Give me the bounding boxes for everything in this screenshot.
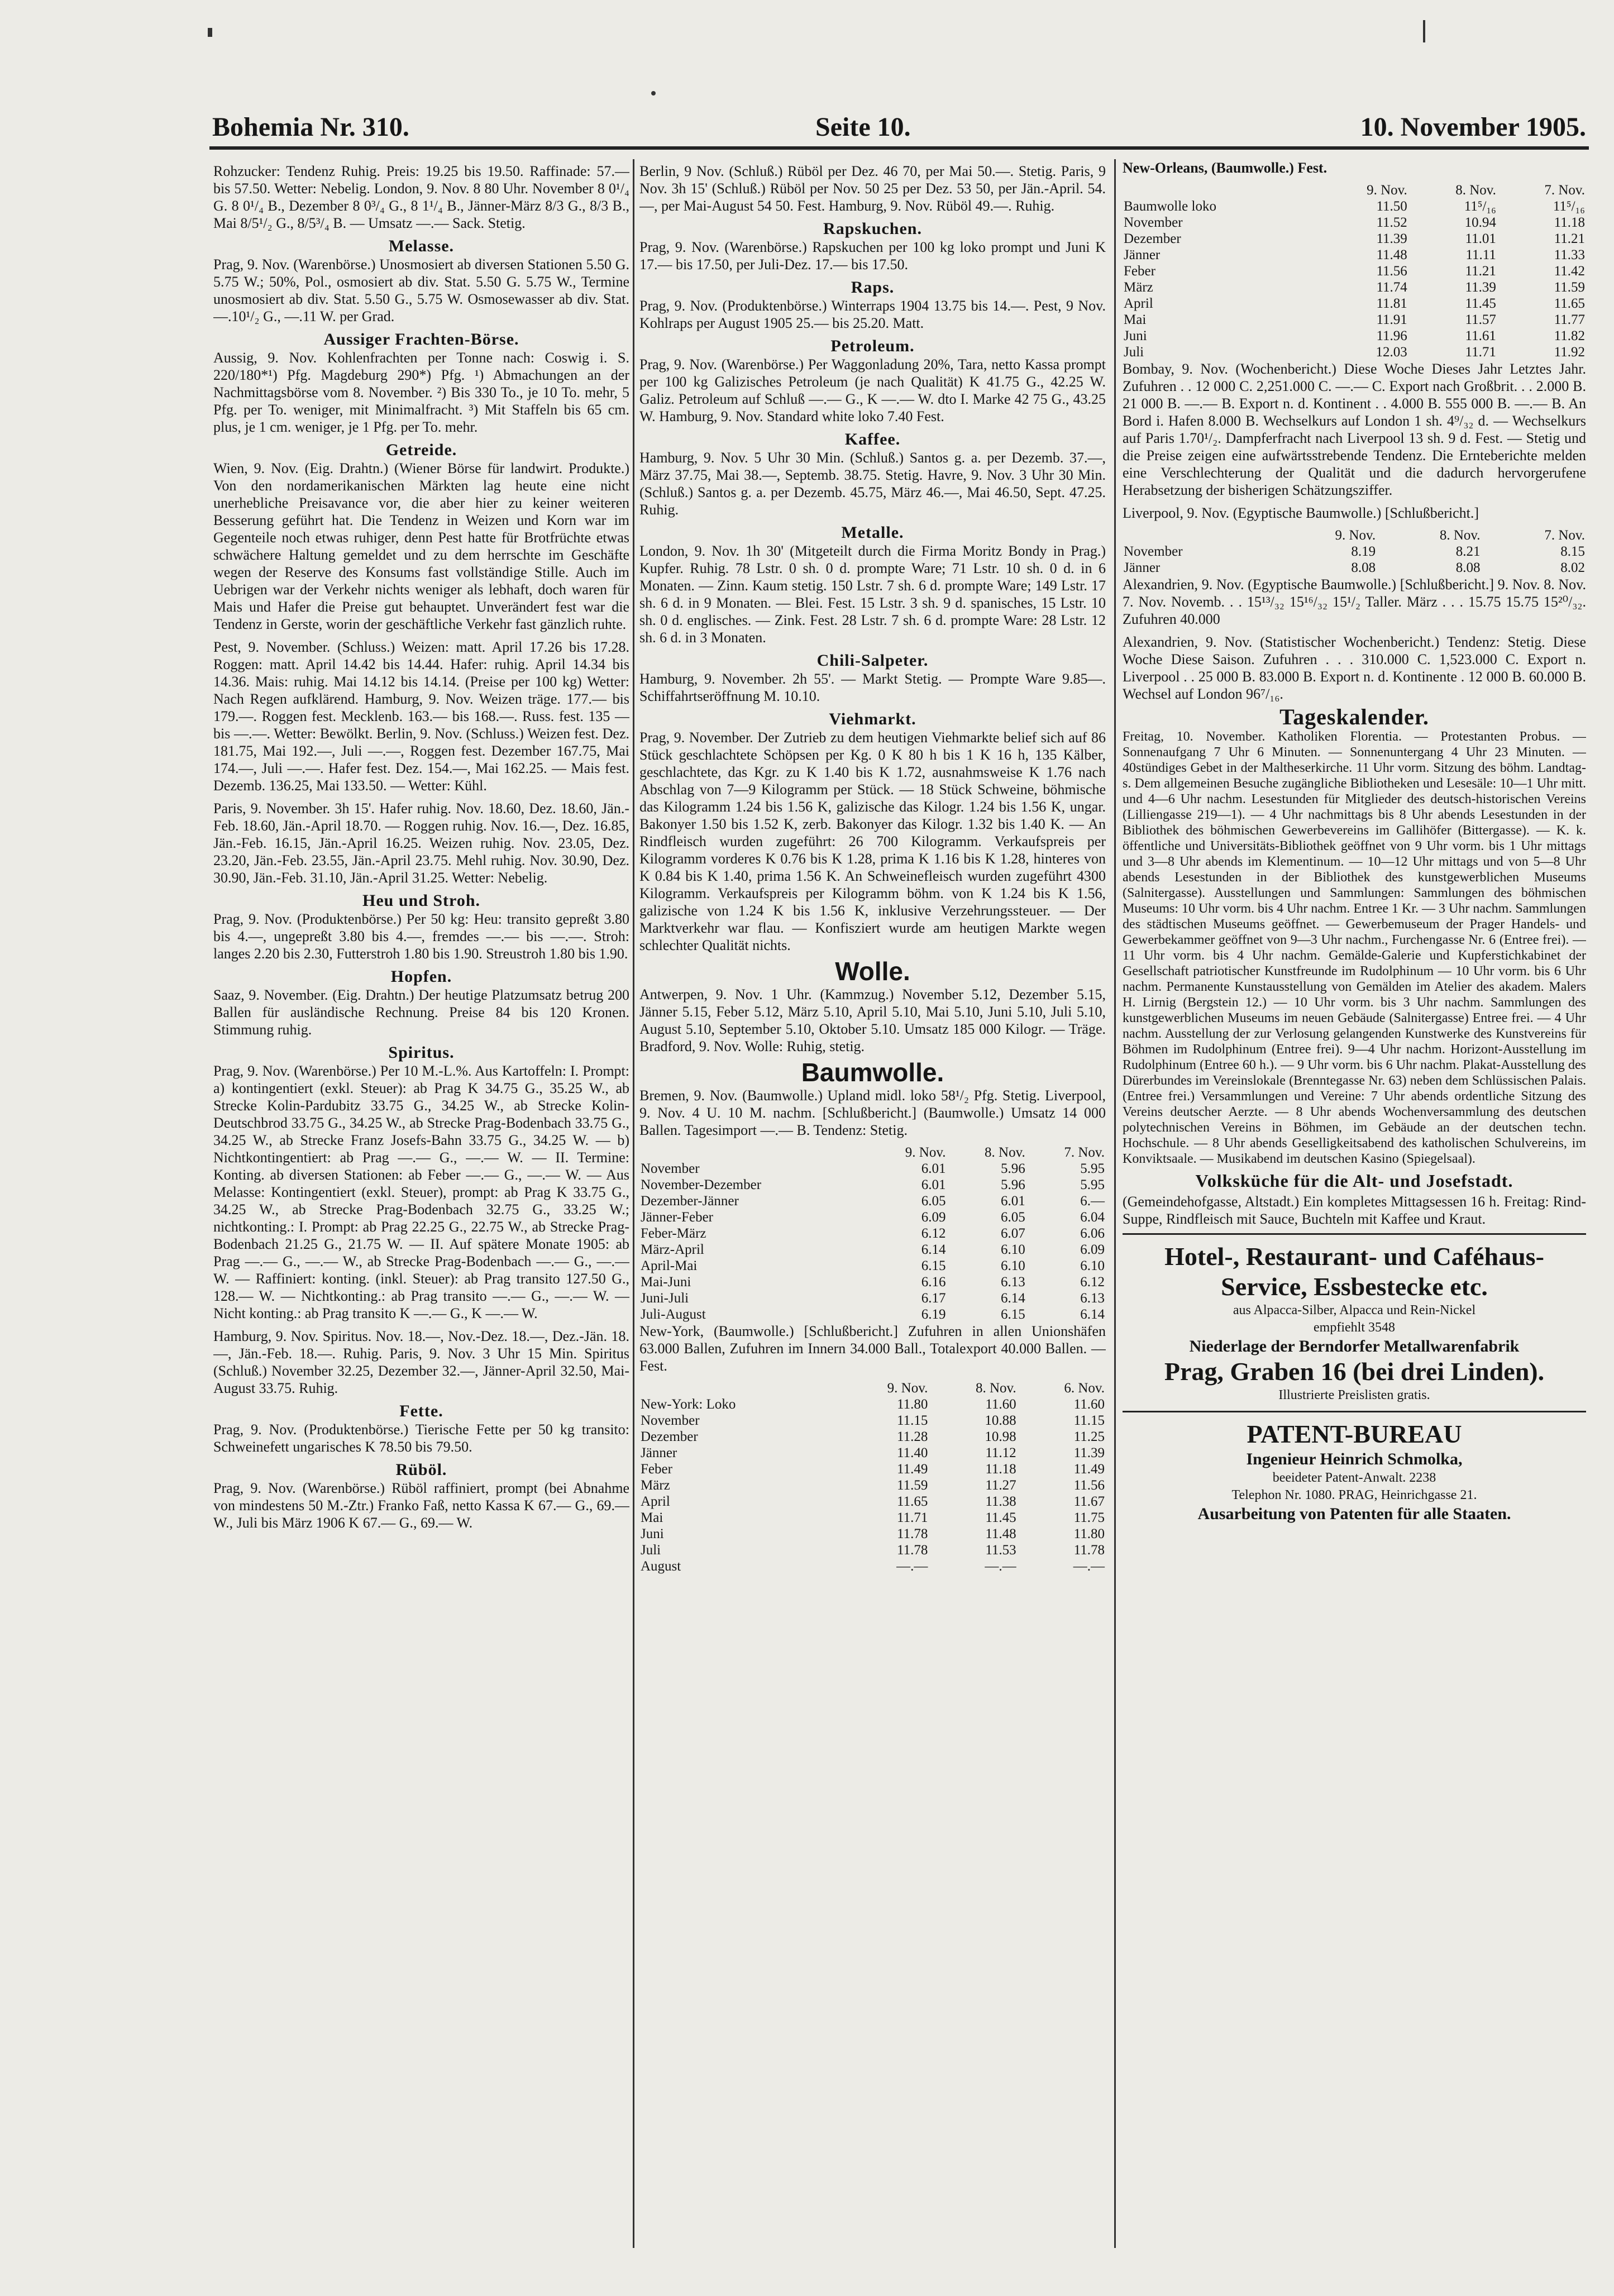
- cell-value: 11.01: [1465, 231, 1496, 246]
- newyork-table: [639, 1380, 1106, 1574]
- row-label: Juli: [1124, 345, 1144, 360]
- row-label: Jänner: [641, 1445, 677, 1460]
- ad-line: Service, Essbestecke etc.: [1221, 1272, 1488, 1301]
- article: [213, 800, 629, 886]
- article-text: New-Orleans, (Baumwolle.) Fest.: [1123, 160, 1328, 176]
- cell-value: 11.75: [1073, 1510, 1105, 1525]
- table-row: [639, 1177, 1106, 1193]
- table-row: [1123, 198, 1586, 214]
- cell-value: 11.27: [985, 1478, 1016, 1493]
- header-right: 10. November 1905.: [1360, 112, 1586, 142]
- table-row: [639, 1429, 1106, 1445]
- cell-value: 12.03: [1376, 345, 1407, 360]
- ad-line: beeideter Patent-Anwalt. 2238: [1272, 1471, 1436, 1485]
- table-row: [639, 1225, 1106, 1242]
- table-header-cell: [639, 1380, 841, 1396]
- cell-value: 6.10: [1000, 1242, 1025, 1257]
- cell-value: 6.07: [1000, 1226, 1025, 1241]
- table-header-row: [639, 1144, 1106, 1161]
- cell-value: 6.06: [1080, 1226, 1105, 1241]
- cell-value: 11.67: [1073, 1494, 1105, 1509]
- table-header-cell: 8. Nov.: [1455, 183, 1496, 198]
- cell-value: 11.80: [1073, 1526, 1105, 1541]
- tageskalender-title: Tageskalender.: [1279, 704, 1429, 729]
- table-row: [1123, 263, 1586, 279]
- tageskalender: [1123, 704, 1586, 1167]
- row-label: Mai: [641, 1510, 663, 1525]
- row-label: November: [641, 1413, 700, 1428]
- article-head: Hopfen.: [390, 967, 452, 986]
- article-text: Prag, 9. Nov. (Produktenbörse.) Winterraps 1904 13.75 bis 14.—. Pest, 9 Nov. Kohlraps per August 1905 25.— bis 25.20. Matt.: [639, 298, 1106, 331]
- table-body: [639, 1161, 1106, 1323]
- cell-value: 6.13: [1000, 1275, 1025, 1290]
- cell-value: 11.28: [897, 1429, 928, 1444]
- table-row: [1123, 328, 1586, 344]
- article-text: Liverpool, 9. Nov. (Egyptische Baumwolle.) [Schlußbericht.]: [1123, 505, 1479, 521]
- article-text: Berlin, 9 Nov. (Schluß.) Rüböl per Dez. 46 70, per Mai 50.—. Stetig. Paris, 9 Nov. 3h 15' (Schluß.) Rüböl per Nov. 50 25 per Dez. 53 50, per Jän.-April. 54.—, per Mai-August 54 50. Fest. Hamburg, 9. Nov. Rüböl 49.—. Ruhig.: [639, 163, 1106, 214]
- ad-line: Telephon Nr. 1080. PRAG, Heinrichgasse 21.: [1231, 1488, 1477, 1502]
- row-label: April-Mai: [641, 1258, 698, 1273]
- article-text: Hamburg, 9. November. 2h 55'. — Markt Stetig. — Prompte Ware 9.85—. Schiffahrtseröffnung M. 10.10.: [639, 671, 1106, 704]
- cell-value: 6.15: [921, 1258, 946, 1273]
- article-text: New-York, (Baumwolle.) [Schlußbericht.] Zufuhren in allen Unionshäfen 63.000 Ballen, Zufuhren im Innern 34.000 Ball., Totalexport 40.000 Ballen. — Fest.: [639, 1323, 1106, 1374]
- table-row: [639, 1193, 1106, 1209]
- cell-value: 11.15: [897, 1413, 928, 1428]
- row-label: Jänner: [1124, 560, 1161, 575]
- cell-value: 11.78: [897, 1543, 928, 1558]
- cell-value: 6.01: [921, 1161, 946, 1176]
- cell-value: 6.12: [921, 1226, 946, 1241]
- cell-value: 6.17: [921, 1291, 946, 1306]
- cell-value: 11.39: [1073, 1445, 1105, 1460]
- cell-value: 6.09: [1080, 1242, 1105, 1257]
- article-text: Prag, 9. Nov. (Warenbörse.) Unosmosiert ab diversen Stationen 5.50 G. 5.75 W.; 50%, Pol., osmosiert ab div. Stat. 5.50 G. 5.75 W., Termine unosmosiert ab div. Stat. 5.50 G., 5.75 W. Osmosewasser ab div. Stat. —.10¹/₂ G., —.11 W. per Grad.: [213, 256, 629, 324]
- table-row: [639, 1510, 1106, 1526]
- table-row: [639, 1306, 1106, 1323]
- cell-value: 11.53: [985, 1543, 1016, 1558]
- table-body: [1123, 543, 1586, 576]
- table-row: [1123, 295, 1586, 312]
- cell-value: 11.78: [897, 1526, 928, 1541]
- cell-value: 11.92: [1554, 345, 1585, 360]
- article-head: Petroleum.: [830, 337, 915, 355]
- row-label: Baumwolle loko: [1124, 199, 1216, 214]
- article-text: Hamburg, 9. Nov. 5 Uhr 30 Min. (Schluß.) Santos g. a. per Dezemb. 37.—, März 37.75, Mai 38.—, Septemb. 38.75. Stetig. Havre, 9. Nov. 3 Uhr 30 Min. (Schluß.) Santos g. a. per Dezemb. 45.75, März 46.—, Mai 46.50, Sept. 47.25. Ruhig.: [639, 450, 1106, 518]
- table-header-cell: 7. Nov.: [1544, 528, 1585, 543]
- row-label: Feber: [641, 1462, 672, 1477]
- article: [639, 652, 1106, 705]
- cell-value: 11.91: [1376, 312, 1407, 327]
- article-text: Antwerpen, 9. Nov. 1 Uhr. (Kammzug.) November 5.12, Dezember 5.15, Jänner 5.15, Feber 5.12, März 5.10, April 5.10, Mai 5.10, Juni 5.10, Juli 5.10, August 5.10, September 5.10, Oktober 5.10. Umsatz 185 000 Kilogr. — Träge. Bradford, 9. Nov. Wolle: Ruhig, stetig.: [639, 986, 1106, 1054]
- article-text: Prag, 9. Nov. (Warenbörse.) Per 10 M.-L.%. Aus Kartoffeln: I. Prompt: a) kontingentiert (exkl. Steuer): ab Prag K 34.75 G., 35.25 W., ab Strecke Kolin-Pardubitz 33.75 G., 34.25 W., ab Strecke Kolin-Deutschbrod 33.75 G., 34.25 W., ab Strecke Prag-Bodenbach 33.75 G., 34.25 W., ab Strecke Franz Josefs-Bahn 33.75 G., 34.25 W. — b) Nichtkontingentiert: ab Prag —.— G., —.— W. — II. Termine: Konting. ab diversen Stationen: ab Feber —.— G., —.— W. — Aus Melasse: Kontingentiert (exkl. Steuer), prompt: ab Prag K 33.75 G., 34.25 W., ab Strecke Prag-Bodenbach 32.75 G., 33.25 W.; nichtkonting.: I. Prompt: ab Prag 22.25 G., 22.75 W., ab Strecke Prag-Bodenbach 21.25 G., 21.75 W. — II. Auf spätere Monate 1905: ab Prag —.— G., —.— W., ab Strecke Prag-Bodenbach —.— G., —.— W. — Raffiniert: konting. (inkl. Steuer): ab Prag transito 127.50 G., 128.— W. — Nichtkonting.: ab Prag transito —.— G., —.— W. — Nicht konting.: ab Prag transito K —.— G., K —.— W.: [213, 1063, 629, 1321]
- cell-value: 11.18: [985, 1462, 1016, 1477]
- cell-value: 11.78: [1073, 1543, 1105, 1558]
- page-mark: [1423, 20, 1425, 42]
- table-header-cell: 9. Nov.: [905, 1145, 946, 1160]
- cell-value: 6.09: [921, 1210, 946, 1225]
- cell-value: 10.94: [1464, 215, 1496, 230]
- table-header-row: [1123, 182, 1586, 198]
- cell-value: 11⁵/₁₆: [1464, 199, 1496, 214]
- article-text: Prag, 9. Nov. (Warenbörse.) Per Waggonladung 20%, Tara, netto Kassa prompt per 100 kg Galizisches Petroleum (je nach Qualität) K 41.75 G., 42.25 W. Galiz. Petroleum auf Schluß —.— G., K —.— W. dto I. Marke 42 75 G., 43.25 W. Hamburg, 9. Nov. Standard white loko 7.40 Fest.: [639, 356, 1106, 424]
- row-label: Jänner-Feber: [641, 1210, 713, 1225]
- cell-value: 6.12: [1080, 1275, 1105, 1290]
- article-text: Alexandrien, 9. Nov. (Egyptische Baumwolle.) [Schlußbericht.] 9. Nov. 8. Nov. 7. Nov. Novemb. . . 15¹³/₃₂ 15¹⁶/₃₂ 15¹/₂ Taller. März . . . 15.75 15.75 15²⁰/₃₂. Zufuhren 40.000: [1123, 576, 1586, 627]
- tageskalender-text: Freitag, 10. November. Katholiken Florentia. — Protestanten Probus. — Sonnenaufgang 7 Uhr 6 Minuten. — Sonnenuntergang 4 Uhr 23 Minuten. — 40stündiges Gebet in der Maltheserkirche. 11 Uhr vorm. Sitzung des böhm. Landtag-s. Dem allgemeinen Besuche zugängliche Bibliotheken und Lesesäle: 10—1 Uhr mitt. und 4—6 Uhr nachm. Lesestunden für Mitglieder des deutsch-historischen Vereins (Lilliengasse 219—1). — 4 Uhr nachmittags bis 8 Uhr abends Lesestunden in der Bibliothek des böhmischen Gewerbevereins im Gallihöfer (Bittergasse). — K. k. öffentliche und Universitäts-Bibliothek geöffnet von 9 Uhr vorm. bis 1 Uhr mittags und 3—8 Uhr abends im Klementinum. — 10—12 Uhr mittags und von 5—8 Uhr abends Lesestunden in der Bibliothek des kunstgewerblichen Museums (Salnitergasse). Ausstellungen und Sammlungen: Sammlungen des böhmischen Museums: 10 Uhr vorm. bis 4 Uhr nachm. Entree 1 Kr. — 3 Uhr nachm. Sammlungen des städtischen Museums geöffnet. — Gewerbemuseum der Prager Handels- und Gewerbekammer geöffnet von 9—3 Uhr nachm., Furchengasse Nr. 6 (Entree frei). — 11 Uhr vorm. bis 4 Uhr nachm. Gemälde-Galerie und Kupferstichkabinet der Gesellschaft patriotischer Kunstfreunde im Rudolphinum — 10 Uhr vorm. bis 6 Uhr nachm. Permanente Kunstausstellung von Gemälden im Atelier des akadem. Malers H. Lirnig (Bergstein 12.) — 10 Uhr vorm. bis 3 Uhr nachm. Sammlungen des kunstgewerblichen Museums im neuen Gebäude (Salnitergasse) Entree frei. — 4 Uhr nachm. Ausstellung der zur Verlosung gelangenden Kunstwerke des Kunstvereins für Böhmen im Rudolphinum (Entree frei). 9—4 Uhr nachm. Horizont-Ausstellung im Rudolphinum (Entree 60 h.). — 9 Uhr vorm. bis 6 Uhr nachm. Plakat-Ausstellung des Dürerbundes im Vereinslokale (Brenntegasse Nr. 63) neben dem Schlüssischen Palais. (Entree frei.) Versammlungen und Vereine: 7 Uhr abends ordentliche Sitzung des Vereins deutscher Aerzte. — 8 Uhr abends Wochenversammlung des deutschen polytechnischen Vereins in Böhmen, im Gebäude an der deutschen techn. Hochschule. — 8 Uhr abends Geselligkeitsabend des katholischen Schulvereins, im Konviktsaale. — Musikabend im deutschen Kasino (Spiegelsaal).: [1123, 729, 1586, 1166]
- cell-value: 6.10: [1000, 1258, 1025, 1273]
- cell-value: 11.61: [1465, 328, 1496, 343]
- article-head: Metalle.: [841, 523, 904, 542]
- ad-line: Niederlage der Berndorfer Metallwarenfabrik: [1189, 1337, 1520, 1355]
- cell-value: 11.21: [1465, 264, 1496, 279]
- article-head: Fette.: [399, 1402, 443, 1420]
- article: [213, 968, 629, 1038]
- article: [1123, 360, 1586, 499]
- header-left: Bohemia Nr. 310.: [212, 112, 409, 142]
- article-head: Heu und Stroh.: [362, 891, 481, 910]
- cell-value: 11.42: [1554, 264, 1585, 279]
- ad-line: Ingenieur Heinrich Schmolka,: [1246, 1450, 1463, 1468]
- article-text: Prag, 9. Nov. (Warenbörse.) Rüböl raffiniert, prompt (bei Abnahme von mindestens 50 M.-Ztr.) Franko Faß, netto Kassa K 67.— G., 69.— W., Juli bis März 1906 K 67.— G., 69.— W.: [213, 1480, 629, 1531]
- article: [213, 237, 629, 325]
- cell-value: 11.81: [1376, 296, 1407, 311]
- column-3: [1123, 159, 1586, 2259]
- cell-value: 10.98: [985, 1429, 1016, 1444]
- row-label: April: [1124, 296, 1153, 311]
- row-label: Dezember-Jänner: [641, 1194, 739, 1209]
- table-row: [639, 1542, 1106, 1558]
- article: [639, 337, 1106, 425]
- cell-value: 11.82: [1554, 328, 1585, 343]
- cell-value: 8.21: [1455, 544, 1481, 559]
- table-row: [1123, 312, 1586, 328]
- cell-value: 11.65: [1554, 296, 1585, 311]
- cell-value: 6.05: [1000, 1210, 1025, 1225]
- article: [1123, 576, 1586, 628]
- table-row: [639, 1258, 1106, 1274]
- table-header-cell: 8. Nov.: [975, 1381, 1016, 1396]
- volkskuche: [1123, 1172, 1586, 1228]
- cell-value: 11.45: [1465, 296, 1496, 311]
- cell-value: 11.71: [897, 1510, 928, 1525]
- row-label: März-April: [641, 1242, 704, 1257]
- table-header-cell: 7. Nov.: [1064, 1145, 1105, 1160]
- cell-value: 11.21: [1554, 231, 1585, 246]
- table-row: [639, 1526, 1106, 1542]
- cell-value: 11.59: [1554, 280, 1585, 295]
- row-label: Juni: [1124, 328, 1147, 343]
- row-label: November: [1124, 215, 1183, 230]
- cell-value: 11.48: [1376, 247, 1407, 262]
- article: [639, 220, 1106, 273]
- table-row: [1123, 214, 1586, 231]
- cell-value: 6.15: [1000, 1307, 1025, 1322]
- cell-value: 6.01: [921, 1177, 946, 1192]
- article: [1123, 633, 1586, 703]
- row-label: November: [1124, 544, 1183, 559]
- cell-value: 11.60: [985, 1397, 1016, 1412]
- table-row: [639, 1461, 1106, 1477]
- article: [639, 524, 1106, 646]
- table-row: [639, 1274, 1106, 1290]
- cell-value: 6.13: [1080, 1291, 1105, 1306]
- volkskuche-title: Volksküche für die Alt- und Josefstadt.: [1195, 1171, 1513, 1191]
- cell-value: 11.65: [897, 1494, 928, 1509]
- column-2: [639, 159, 1106, 2259]
- article: [639, 1087, 1106, 1139]
- row-label: New-York: Loko: [641, 1397, 736, 1412]
- article-text: Saaz, 9. November. (Eig. Drahtn.) Der heutige Platzumsatz betrug 200 Ballen für ausländische Rechnung. Preise 84 bis 120 Kronen. Stimmung ruhig.: [213, 987, 629, 1038]
- cell-value: 5.95: [1080, 1161, 1105, 1176]
- article-text: London, 9. Nov. 1h 30' (Mitgeteilt durch die Firma Moritz Bondy in Prag.) Kupfer. Ruhig. 78 Lstr. 0 sh. 0 d. prompte Ware; 71 Lstr. 10 sh. 0 d. in 6 Monaten. — Zinn. Kaum stetig. 150 Lstr. 7 sh. 6 d. prompte Ware; 149 Lstr. 17 sh. 6 d. in 9 Monaten. — Blei. Fest. 15 Lstr. 3 sh. 9 d. spanisches, 15 Lstr. 10 sh. 0 d. englisches. — Zink. Fest. 28 Lstr. 7 sh. 6 d. prompte Ware: 28 Lstr. 12 sh. 6 d. in 3 Monaten.: [639, 543, 1106, 646]
- cell-value: 6.05: [921, 1194, 946, 1209]
- ad-line: Ausarbeitung von Patenten für alle Staaten.: [1197, 1505, 1511, 1523]
- row-label: Dezember: [641, 1429, 698, 1444]
- ad-line: Illustrierte Preislisten gratis.: [1278, 1388, 1430, 1402]
- table-row: [639, 1477, 1106, 1493]
- row-label: Mai: [1124, 312, 1147, 327]
- cell-value: 11.80: [897, 1397, 928, 1412]
- table-header-row: [639, 1380, 1106, 1396]
- article-head: Rapskuchen.: [823, 219, 922, 238]
- article: [213, 892, 629, 962]
- cell-value: 8.15: [1560, 544, 1585, 559]
- header-center: Seite 10.: [815, 112, 911, 142]
- article: [213, 638, 629, 794]
- article: [213, 1328, 629, 1397]
- cell-value: 11.18: [1554, 215, 1585, 230]
- cell-value: 11.77: [1554, 312, 1585, 327]
- table-row: [1123, 247, 1586, 263]
- ad-line: Prag, Graben 16 (bei drei Linden).: [1164, 1357, 1545, 1386]
- ad-line: empfiehlt 3548: [1314, 1320, 1395, 1335]
- section-title-wolle: Wolle.: [835, 957, 910, 986]
- table-body: [1123, 198, 1586, 360]
- cell-value: 10.88: [985, 1413, 1016, 1428]
- table-row: [639, 1558, 1106, 1574]
- cell-value: 11.11: [1465, 247, 1496, 262]
- article: [639, 431, 1106, 518]
- cell-value: 11.56: [1073, 1478, 1105, 1493]
- cell-value: 11.50: [1376, 199, 1407, 214]
- cell-value: —.—: [896, 1559, 928, 1574]
- advertisement-berndorf: [1123, 1233, 1586, 1411]
- table-header-cell: 8. Nov.: [1439, 528, 1481, 543]
- cell-value: 11.59: [897, 1478, 928, 1493]
- cell-value: 11.52: [1376, 215, 1407, 230]
- table-header-cell: 6. Nov.: [1064, 1381, 1105, 1396]
- article-text: Prag, 9. Nov. (Produktenbörse.) Per 50 kg: Heu: transito gepreßt 3.80 bis 4.—, ungepreßt 3.80 bis 4.—, fremdes —.— bis —.—. Stroh: langes 2.20 bis 2.30, Futterstroh 1.80 bis 1.90. Streustroh 1.80 bis 1.90.: [213, 911, 629, 962]
- cell-value: —.—: [985, 1559, 1016, 1574]
- table-row: [639, 1412, 1106, 1429]
- cell-value: 6.—: [1080, 1194, 1105, 1209]
- article: [213, 1402, 629, 1455]
- cell-value: 6.14: [1080, 1307, 1105, 1322]
- cell-value: 6.04: [1080, 1210, 1105, 1225]
- row-label: März: [641, 1478, 670, 1493]
- row-label: Dezember: [1124, 231, 1181, 246]
- article: [1123, 159, 1586, 176]
- table-header-cell: 8. Nov.: [985, 1145, 1025, 1160]
- table-row: [639, 1445, 1106, 1461]
- ad-line: Hotel-, Restaurant- und Caféhaus-: [1164, 1242, 1544, 1271]
- article-text: Wien, 9. Nov. (Eig. Drahtn.) (Wiener Börse für landwirt. Produkte.) Von den nordamerikanischen Märkten lag heute eine nicht unerhebliche Preisavance vor, die aber hier zu keiner weiteren Besserung geführt hat. Die Tendenz in Weizen und Korn war im Gegenteile noch etwas ruhiger, denn Pest hatte für Brotfrüchte etwas schwächere Haltung gemeldet und zu dem herrschte im Geschäfte wegen der Reserve des Konsums fast vollständige Stille. Auch im Uebrigen war der Verkehr nichts weniger als lebhaft, doch waren für Mais und Hafer die Preise gut behauptet. Unverändert fest war die Tendenz in Gerste, worin der geschäftliche Verkehr fast gänzlich ruhte.: [213, 460, 629, 632]
- article: [639, 163, 1106, 214]
- cell-value: 6.01: [1000, 1194, 1025, 1209]
- article-text: Bombay, 9. Nov. (Wochenbericht.) Diese Woche Dieses Jahr Letztes Jahr. Zufuhren . . 12 000 C. 2,251.000 C. —.— C. Export nach Großbrit. . . 2.000 B. 21 000 B. —.— B. Export n. d. Kontinent . . 4.000 B. 555 000 B. —.— B. An Bord i. Hafen 8.000 B. Wechselkurs auf London 1 sh. 4⁹/₃₂ d. — Wechselkurs auf Paris 1.70¹/₂. Dampferfracht nach Liverpool 13 sh. 9 d. Fest. — Stetig und die Preise zeigen eine aufwärtsstrebende Tendenz. Die Ernteberichte melden eine Verschlechterung der Qualität und die dadurch hervorgerufene Herabsetzung der bisherigen Schätzungsziffer.: [1123, 361, 1586, 498]
- table-header-cell: [1123, 182, 1320, 198]
- table-header-cell: 9. Nov.: [1367, 183, 1407, 198]
- article: [1123, 504, 1586, 522]
- row-label: Juni-Juli: [641, 1291, 689, 1306]
- cell-value: 11.71: [1465, 345, 1496, 360]
- cell-value: 6.19: [921, 1307, 946, 1322]
- cell-value: 8.08: [1455, 560, 1481, 575]
- article-text: Bremen, 9. Nov. (Baumwolle.) Upland midl. loko 58¹/₂ Pfg. Stetig. Liverpool, 9. Nov. 4 U. 10 M. nachm. [Schlußbericht.] (Baumwolle.) Umsatz 14 000 Ballen. Tagesimport —.— B. Tendenz: Stetig.: [639, 1087, 1106, 1138]
- cell-value: 6.14: [921, 1242, 946, 1257]
- row-label: Feber: [1124, 264, 1155, 279]
- cell-value: 11.45: [985, 1510, 1016, 1525]
- table-row: [1123, 560, 1586, 576]
- table-row: [639, 1242, 1106, 1258]
- table-row: [639, 1290, 1106, 1306]
- page-mark: [208, 28, 212, 37]
- cell-value: 8.08: [1351, 560, 1376, 575]
- row-label: Mai-Juni: [641, 1275, 691, 1290]
- table-header-cell: 9. Nov.: [1335, 528, 1376, 543]
- column-1: [213, 159, 629, 2259]
- cell-value: 11.74: [1376, 280, 1407, 295]
- row-label: März: [1124, 280, 1153, 295]
- row-label: Juli: [641, 1543, 661, 1558]
- ad-line: aus Alpacca-Silber, Alpacca und Rein-Nickel: [1233, 1303, 1476, 1318]
- article: [213, 163, 629, 232]
- table-row: [639, 1209, 1106, 1225]
- article-head: Getreide.: [385, 441, 457, 459]
- table-header-cell: [639, 1144, 867, 1161]
- volkskuche-text: (Gemeindehofgasse, Altstadt.) Ein kompletes Mittagsessen 16 h. Freitag: Rind-Suppe, Rindfleisch mit Sauce, Buchteln mit Kaffee und Kraut.: [1123, 1194, 1586, 1227]
- table-header-row: [1123, 527, 1586, 543]
- cell-value: 11.15: [1073, 1413, 1105, 1428]
- table-row: [1123, 231, 1586, 247]
- cell-value: 6.16: [921, 1275, 946, 1290]
- advertisement-patent-bureau: [1123, 1411, 1586, 1531]
- article-head: Viehmarkt.: [829, 710, 916, 728]
- cell-value: 6.14: [1000, 1291, 1025, 1306]
- article-text: Alexandrien, 9. Nov. (Statistischer Wochenbericht.) Tendenz: Stetig. Diese Woche Diese Saison. Zufuhren . . . 310.000 C. 1,523.000 C. Export n. Liverpool . . 25 000 B. 83.000 B. Export n. d. Kontinente . 12 000 B. 60.000 B. Wechsel auf London 96⁷/₁₆.: [1123, 634, 1586, 702]
- column-rule: [633, 159, 634, 2248]
- table-header-cell: [1123, 527, 1272, 543]
- article: [639, 710, 1106, 954]
- table-row: [1123, 344, 1586, 360]
- article-text: Hamburg, 9. Nov. Spiritus. Nov. 18.—, Nov.-Dez. 18.—, Dez.-Jän. 18.—, Jän.-Feb. 18.—. Ruhig. Paris, 9. Nov. 3 Uhr 15 Min. Spiritus (Schluß.) November 32.25, Dezember 32.—, Jänner-April 32.50, Mai-August 33.75. Ruhig.: [213, 1328, 629, 1396]
- cell-value: 11.48: [985, 1526, 1016, 1541]
- cell-value: 11.60: [1073, 1397, 1105, 1412]
- section-title-baumwolle: Baumwolle.: [801, 1058, 944, 1087]
- article-text: Prag, 9. November. Der Zutrieb zu dem heutigen Viehmarkte belief sich auf 86 Stück geschlachtete Schöpsen per Kg. 0 K 80 h bis 1 K 16 h, 135 Kälber, geschlachtete, das Kgr. zu K 1.40 bis K 1.72, ausnahmsweise K 1.76 nach Abschlag von 7—9 Kilogramm per Stück. — 18 Stück Schweine, böhmische das Kilogramm 1.24 bis 1.56 K, galizische das Kilogr. 1.24 bis 1.56 K, ungar. Bakonyer 1.50 bis 1.52 K, zerb. Bakonyer das Kilogr. 1.32 bis 1.40 K. — An Rindfleisch wurden zugeführt: 26 700 Kilogramm. Verkaufspreis per Kilogramm vorderes K 0.76 bis K 1.28, prima K 1.16 bis K 1.28, hinteres von K 0.84 bis K 1.40, prima 1.56 K. An Schweinefleisch wurden zugeführt 4300 Kilogramm. Verkaufspreis per Kilogramm böhm. von K 1.24 bis K 1.56, galizische von 1.24 K bis 1.56 K, inklusive Verzehrungssteuer. — Der Marktverkehr war flau. — Konfisziert wurde am heutigen Markte wegen schlechter Qualität nichts.: [639, 729, 1106, 953]
- article: [639, 279, 1106, 332]
- article: [639, 1323, 1106, 1374]
- article: [213, 1461, 629, 1531]
- cell-value: 8.02: [1560, 560, 1585, 575]
- cell-value: 11⁵/₁₆: [1553, 199, 1585, 214]
- orleans-table: [1123, 182, 1586, 360]
- row-label: April: [641, 1494, 670, 1509]
- cell-value: 11.39: [1376, 231, 1407, 246]
- table-row: [1123, 543, 1586, 560]
- cell-value: 11.49: [897, 1462, 928, 1477]
- cell-value: 5.96: [1000, 1177, 1025, 1192]
- header-rule: [209, 146, 1589, 150]
- cell-value: 11.49: [1073, 1462, 1105, 1477]
- article: [213, 331, 629, 436]
- cell-value: 5.95: [1080, 1177, 1105, 1192]
- article-head: Melasse.: [388, 237, 455, 255]
- table-row: [639, 1493, 1106, 1510]
- row-label: August: [641, 1559, 681, 1574]
- liverpool-table: [639, 1144, 1106, 1323]
- row-label: November-Dezember: [641, 1177, 762, 1192]
- cell-value: 5.96: [1000, 1161, 1025, 1176]
- row-label: November: [641, 1161, 700, 1176]
- table-row: [639, 1161, 1106, 1177]
- article-text: Rohzucker: Tendenz Ruhig. Preis: 19.25 bis 19.50. Raffinade: 57.— bis 57.50. Wetter: Nebelig. London, 9. Nov. 8 80 Uhr. November 8 0¹/₄ G. 8 0¹/₄ B., Dezember 8 0³/₄ G., 8 1¹/₄ B., Jänner-März 8/3 G., 8/3 B., Mai 8/5¹/₂ G., 8/5³/₄ B. — Umsatz —.— Sack. Stetig.: [213, 163, 629, 231]
- column-rule: [1114, 159, 1116, 2248]
- liverpool-egypt-table: [1123, 527, 1586, 576]
- page-mark: [651, 91, 656, 96]
- article-head: Rüböl.: [395, 1460, 447, 1479]
- article-text: Prag, 9. Nov. (Produktenbörse.) Tierische Fette per 50 kg transito: Schweinefett ungarisches K 78.50 bis 79.50.: [213, 1421, 629, 1455]
- cell-value: —.—: [1073, 1559, 1105, 1574]
- article-head: Aussiger Frachten-Börse.: [323, 330, 519, 349]
- article-head: Chili-Salpeter.: [816, 651, 929, 670]
- cell-value: 11.38: [985, 1494, 1016, 1509]
- table-header-cell: 9. Nov.: [887, 1381, 928, 1396]
- table-header-cell: 7. Nov.: [1544, 183, 1585, 198]
- row-label: Juni: [641, 1526, 664, 1541]
- cell-value: 11.39: [1465, 280, 1496, 295]
- cell-value: 11.57: [1465, 312, 1496, 327]
- article: [639, 986, 1106, 1055]
- article-text: Aussig, 9. Nov. Kohlenfrachten per Tonne nach: Coswig i. S. 220/180*¹) Pfg. Magdeburg 290*) Pfg. ¹) Abmachungen an der Nachmittagsbörse vom 8. November. ²) Bis 330 To., je 10 To. mehr, 5 Pfg. per To. weniger, mit Minimalfracht. ³) Mit Staffeln bis 65 cm. plus, je 1 cm. weniger, je 1 Pfg. per To. mehr.: [213, 350, 629, 435]
- cell-value: 11.12: [985, 1445, 1016, 1460]
- table-row: [1123, 279, 1586, 295]
- cell-value: 8.19: [1351, 544, 1376, 559]
- article-text: Paris, 9. November. 3h 15'. Hafer ruhig. Nov. 18.60, Dez. 18.60, Jän.-Feb. 18.60, Jän.-April 18.70. — Roggen ruhig. Nov. 16.—, Dez. 16.85, Jän.-Feb. 16.15, Jän.-April 16.25. Weizen ruhig. Nov. 23.05, Dez. 23.20, Jän.-Feb. 23.55, Jän.-April 23.75. Mehl ruhig. Nov. 30.90, Dez. 30.90, Jän.-Feb. 31.10, Jän.-April 31.25. Wetter: Nebelig.: [213, 800, 629, 886]
- row-label: Juli-August: [641, 1307, 706, 1322]
- table-row: [639, 1396, 1106, 1412]
- row-label: Feber-März: [641, 1226, 706, 1241]
- article: [213, 1044, 629, 1322]
- article-head: Spiritus.: [388, 1043, 455, 1062]
- cell-value: 11.56: [1376, 264, 1407, 279]
- cell-value: 11.25: [1073, 1429, 1105, 1444]
- article-head: Raps.: [851, 278, 895, 297]
- cell-value: 11.96: [1376, 328, 1407, 343]
- article: [213, 441, 629, 633]
- table-body: [639, 1396, 1106, 1574]
- article-head: Kaffee.: [844, 430, 901, 448]
- cell-value: 11.40: [897, 1445, 928, 1460]
- cell-value: 11.33: [1554, 247, 1585, 262]
- ad-line: PATENT-BUREAU: [1247, 1420, 1462, 1448]
- row-label: Jänner: [1124, 247, 1161, 262]
- cell-value: 6.10: [1080, 1258, 1105, 1273]
- article-text: Prag, 9. Nov. (Warenbörse.) Rapskuchen per 100 kg loko prompt und Juni K 17.— bis 17.50, per Juli-Dez. 17.— bis 17.50.: [639, 239, 1106, 273]
- article-text: Pest, 9. November. (Schluss.) Weizen: matt. April 17.26 bis 17.28. Roggen: matt. April 14.42 bis 14.44. Hafer: ruhig. April 14.34 bis 14.36. Mais: ruhig. Mai 14.12 bis 14.14. (Preise per 100 kg) Wetter: Nach Regen aufklärend. Hamburg, 9. Nov. Weizen träge. 177.— bis 179.—. Roggen fest. Mecklenb. 163.— bis 168.—. Russ. fest. 135 — bis —.—. Wetter: Bewölkt. Berlin, 9. Nov. (Schluss.) Weizen fest. Dez. 181.75, Mai 192.—, Juli —.—, Roggen fest. Dezember 167.75, Mai 174.—, Juli —.—. Hafer fest. Dez. 154.—, Mai 162.25. — Mais fest. Dezemb. 136.25, Mai 133.50. — Wetter: Kühl.: [213, 639, 629, 794]
